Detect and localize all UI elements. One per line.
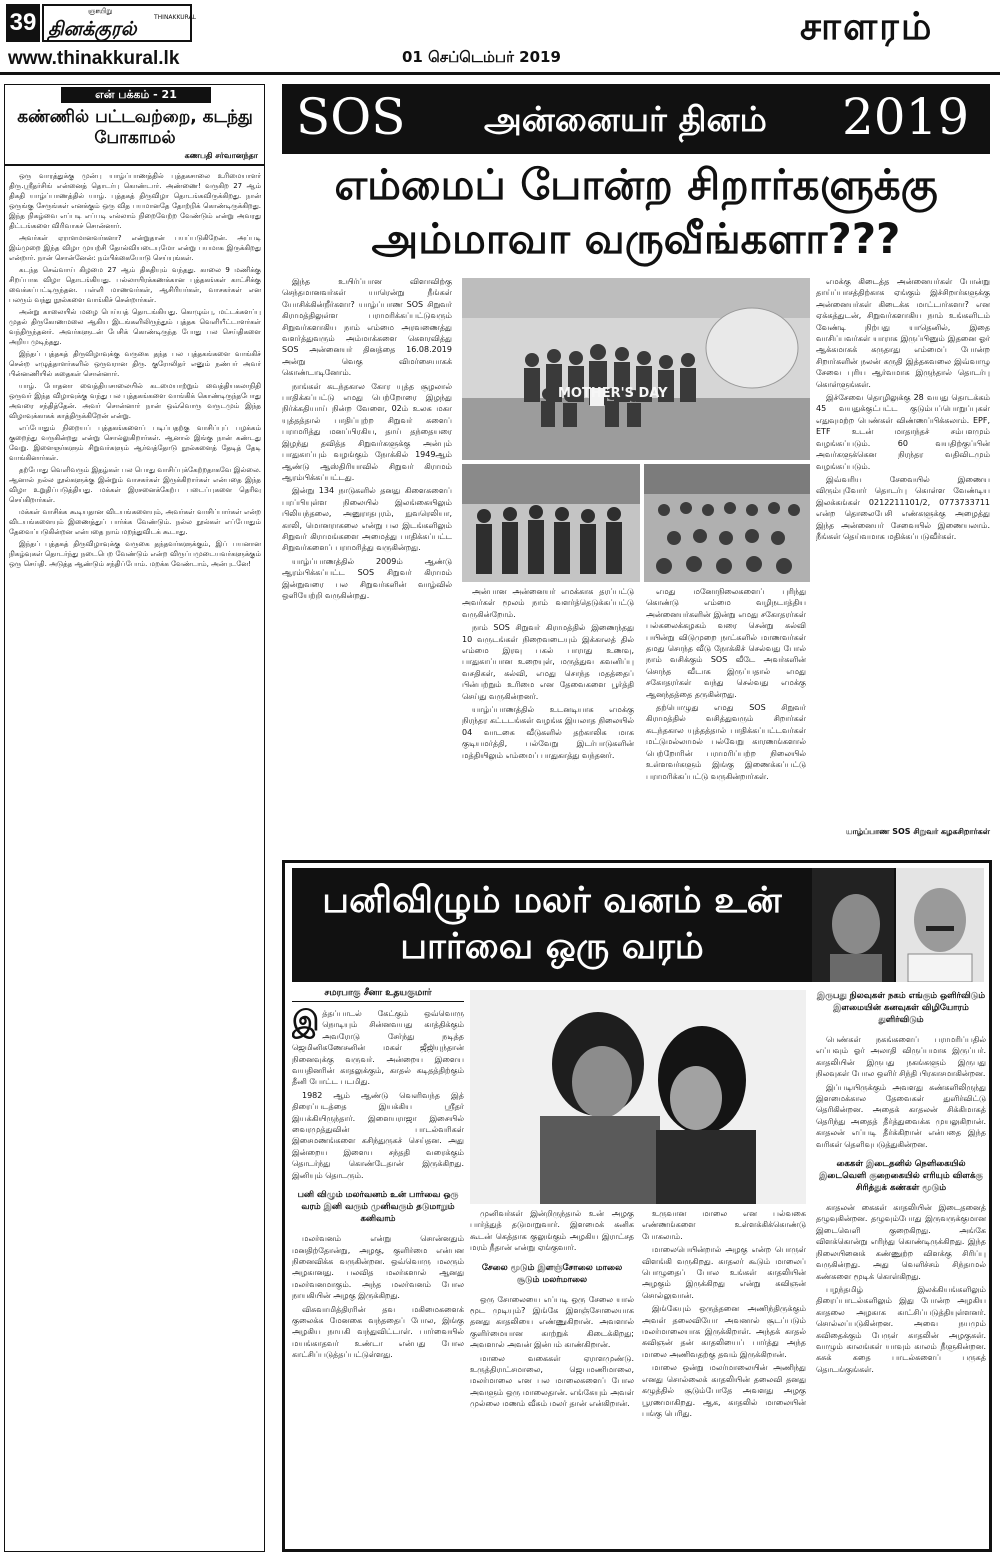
song-column-3 [642, 1208, 806, 1548]
paragraph: இந்த உயிர்ப்பான விளாவிற்கு செந்தமானவர்கள் யாரென்று நீங்கள் யோசிக்கின்றீர்களா? யாழ்ப்பாண SOS சிறுவர் கிராமத்திலுள்ள பராமரிக்கப்பட்டுவரும் சிறுவர்களாகிய நாம் எம்மை அரவணைத்து வளர்த்துவரும் அம்மாக்களை கௌரவித்து SOS அன்னையர் தினத்தை 16.08.2019 அன்று வெகு விமர்சையாகக் கொண்டாடினோம். [282, 277, 452, 378]
pull-quote: சேலை மூடும் இளஞ்சோலை மாலை சூடும் மலர்மாலை [481, 1262, 623, 1285]
paragraph: இந்தப் புத்தகத் திருவிழாவுக்கு வருகை தந்த பல புத்தகங்களை வாங்கிச் சென்ற எழுத்தாளர்களில் ஒருவரான திரு. குரோலிதர் எனும் நண்பர் அவர் பின்னணியில் கதைகள் சொன்னார். [9, 350, 261, 378]
portrait-illustration-1 [812, 868, 894, 982]
paragraph: யாழ்ப்பாணத்தில் உடனடியாக எமக்கு நிரந்தர கட்டடங்கள் வழங்க இயலாத நிலையில் 04 வாடகை வீடுகளில் தற்காலிக மாக குடியமர்த்தி, பல்வேறு இடர்பாடுகளின் மத்தியிலும் எம்மைப் பாதுகாத்து வந்தனர். [462, 705, 634, 760]
film-still-photo [470, 990, 806, 1204]
paragraph: தற்பொழுது எமது SOS சிறுவர் கிராமத்தில் வசித்துவரும் சிறார்கள் கடந்தகால யுத்தத்தால் பாதிக்கப்பட்டவர்கள் மட்டுமல்லாமல் பல்வேறு காரணங்களால் பெற்றோரின் பராமரிப்பற்ற நிலையில் உள்ளவர்களும் இங்கு இணைக்கப்பட்டு பராமரிக்கப்பட்டு வருகின்றார்கள். [646, 703, 806, 781]
paragraph: நாங்கள் கடந்தகால கோர யுத்த சூழலால் பாதிக்கப்பட்டு எமது பெற்றோரை இழந்து நிர்க்கதியாய் நின்ற வேளை, 02ம் உலக மகா யுத்தத்தால் பாதிப்புற்ற சிறுவர் களைப் பராமரித்து மனப்பிரகிய, தாய் தந்தையரை இழந்து தவித்த சிறுவர்களுக்கு அன்பும் பாதுகாப்பும் வழங்கும் நோக்கில் 1949ஆம் ஆண்டு ஆஸ்திரியாவில் சிறுவர் கிராமம் ஆரம்பிக்கப்பட்டது. [282, 381, 452, 482]
paragraph: முனிவர்கள் இன்றிருந்தால் உன் அழகு பார்த்துத் தடுமாறுவார். இளமைக் கனிக கூடன் கெத்தாக குலுங்கும் அழகிய இராட்சத மரம் நீதான் என்று ஏங்குவார். [470, 1209, 634, 1253]
paragraph: விசுவாமித்திரரின் தவ மகிமைகளைக் குலைக்க மேனகை வந்ததைப் போல, இங்கு அழகிய நாயகி வந்துவிட்டாள். பார்வையில் மயங்காதவர் உண்டா என்பது போல காட்சிப்படுத்தப்பட்டுள்ளது. [292, 1304, 464, 1360]
song-column-2 [470, 1208, 634, 1548]
mothers-day-group-photo [462, 278, 810, 460]
paragraph: ஒரு வாரத்துக்கு முன்பு யாழ்ப்பாணத்தில் புத்தகசாலை உரிமையாளர் திரு.ஸ்ரீதர்சிங் என்னைத் தொடர்பு கொண்டார். அண்ணை! வருகிற 27 ஆம் திகதி யாழ்ப்பாணத்தில் யாழ். புத்தகத் திருவிழா தொடங்கவிருக்கிறது. நான் ஒருங்கு சேருங்கள் எனக்கும் ஒரு வித பயமானதே தோற்றிக் கொண்டிருக்கிறது. இந்த நிகழ்வை எப்படி எப்படி எல்லாம் நிறைவேற்ற வேண்டும் என்று அவரது திட்டங்களை விரிவாகச் சொன்னார். [9, 172, 261, 230]
serial-label: என் பக்கம் - 21 [61, 87, 211, 103]
sos-column-2 [462, 586, 634, 856]
logo-kicker: ஞாயிறு [88, 7, 113, 15]
song-column-4 [816, 990, 986, 1546]
paragraph: காதலன் கைகள் காதலியின் இடைதனைத் தழுவுகின்றன. தழுவும்போது இருவருக்குமான இடைவெளி குறைகிறது. அங்கே விளக்கொன்று எரிந்து கொண்டிருக்கிறது. இந்த நிலையினைக் கண்ணுற்ற விளக்கு சிரிப்பு வருகின்றது. அது வெளிச்சம் சிந்தாமல் கண்களை மூடிக் கொள்கிறது. [816, 1203, 986, 1281]
paragraph: இப்படியிருக்கும் அவளது கண்களிலிருந்து இளமைக்கால தேவைகள் துளிர்விட்டு தெரிகின்றன. அதைக் காதலன் சிக்கிமாகத் தெரிந்து அதைத் தீர்த்துவைக்க முயலுகிறான். காதலன் எப்படி தீர்க்கிறான் என்பதை இந்த வரிகள் தெளிவுபடுத்துகின்றன. [816, 1082, 986, 1149]
paragraph: தற்போது வெளிவரும் இதழ்கள் பல பொது வாசிப்புக்கேற்றதாகவே இல்லை. ஆனால் நல்ல நூல்களுக்கு இன்றும் வாசகர்கள் இருக்கிறார்கள் என்பதை இந்த விழா உறுதிப்படுத்தியது. மக்கள் இரசனைக்கேற்ப படைப்புகளை தெரிவு செய்கிறார்கள். [9, 466, 261, 504]
left-article-body [9, 171, 261, 1549]
audience-photo [644, 464, 810, 582]
page-number: 39 [6, 4, 40, 42]
section-title: சாளரம் [800, 4, 934, 48]
paragraph: எமக்கு கிடைத்த அன்னையர்கள் போன்று தாய்ப்பாசத்திற்காக ஏங்கும் இச்சிறார்களுக்கு அன்னையர்கள் கிடைக்க மாட்டார்களா? என ஏக்கத்துடன், சிறுவர்களாகிய நாம் உங்களிடம் வேண்டி நிற்பது யாதெனில், இதை வாசிப்பவர்கள் யாராக இருப்பினும் இதனை ஓர் ஆக்கமாகக் கருதாது எம்மைப் போன்ற சிறார்களின் நலன் கருதி இத்தகவலை இவ்வாழு சேவை புரிய ஆர்வமாக இருந்தால் தொடர்பு கொள்ளுங்கள். [816, 277, 990, 389]
sos-headline: எம்மைப் போன்ற சிறார்களுக்கு அம்மாவா வருவீங்களா??? [334, 160, 938, 263]
lead-text: த்தப்பாடல் கேட்கும் ஒவ்வொரு நொடியும் சின்னவயது காத்திக்கும் அவரோடு சேர்ந்து நடித்த ஜெமினிகணேசனின் மகள் ஜீஜியுந்தான் நினைவுக்கு வருவர். அன்றைய இளைய வயதினரின் காதலுக்கும், காதல் கடிதத்திற்கும் தீனி போட்ட படமிது. [292, 1009, 464, 1087]
sos-signature: யாழ்ப்பாண SOS சிறுவர் கழகசிறார்கள் [845, 827, 990, 836]
pull-quote: கைகள் இடைதனில் நெளிகையில் இடைவெளி குறைகையில் எரியும் விளக்கு சிரித்துக் கண்கள் மூடும் [819, 1159, 983, 1194]
paragraph: இந்தப் புத்தகத் திருவிழாவுக்கு வருகை தந்தவர்களுக்கும், இப் பயனான நிகழ்வுகள் தொடர்ந்து நடைபெற வேண்டும் என்ற விருப்பமுடையவர்களுக்கும் ஒரு செய்தி. அடுத்த ஆண்டும் சந்திப்போம். மறக்க வேண்டாம், அன்புடனே! [9, 540, 261, 568]
paragraph: மலர்வனம் என்று சொன்னதும் மனதிற்தோன்று, அழகு, குளிர்மை என்பன நினைவிக்க வருகின்றன. ஒவ்வொரு மலரும் அழகானது. பலவித மலர்களால் ஆனது மலர்வனமாகும். அந்த மலர்வனம் போல நாயகியின் அழகு இருக்கிறது. [292, 1234, 464, 1301]
composer-portrait [812, 868, 894, 982]
paragraph: 1982 ஆம் ஆண்டு வெளிவந்த இத் திரைப்படத்தை இயக்கிய ஸ்ரீதர் இயக்கியிருந்தார். இளையராஜா இசையில் வைரமுத்துவின் பாடல்வரிகள் இசைமணங்களை கசிந்துருகச் செய்தன. அது இன்றைய இளைய சந்ததி வரைக்கும் தொடர்ந்து கொண்டேதான் இருக்கிறது. இனியும் தொடரும். [292, 1090, 464, 1180]
publication-date: 01 செப்டெம்பர் 2019 [402, 48, 561, 66]
mothers-photo-illustration [462, 464, 640, 582]
mothers-group-photo [462, 464, 640, 582]
paragraph: இச்சேவை தொழிலுக்கு 28 வயது தொடக்கம் 45 வயதுக்குட்பட்ட குடும்பப்பொறுப்புகள் எதுவுமற்ற பெண்கள் விண்ணப்பிக்கலாம். EPF, ETF உடன் மாதாந்தச் சம்பளமும் வழங்கப்படும். 60 வயதிற்குப்பின் அவர்களுக்கென நிரந்தர வதிவிடமும் வழங்கப்படும். [816, 393, 990, 471]
paragraph: எமது மனோநிலைகளைப் புரிந்து கொண்டு எம்மை வழிநடாத்திய அன்னையர்களின் இன்று எமது சகோதரர்கள் பல்கலைக்கழகம் வரை சென்று கல்வி பயின்று விடுமுறை நாட்களில் மாணவர்கள் தமது சொந்த வீடு நோக்கிச் செல்வது போல் நாம் வசிக்கும் SOS வீடே அவர்களின் சொந்த வீடாக இருப்பதால் எமது சகோதரர்கள் வந்து செல்வது எமக்கு ஆனந்தத்தை தருகின்றது. [646, 587, 806, 699]
masthead-rule [0, 72, 1000, 75]
paragraph: கடந்த செவ்வாய் கிழமை 27 ஆம் திகதியும் வந்தது. காலை 9 மணிக்கு சிறப்பாக விழா தொடங்கியது. பல்லாயிரக்கணக்கான புத்தகங்கள் காட்சிக்கு வைக்கப்பட்டிருந்தன. பள்ளி மாணவர்கள், ஆசிரியர்கள், வாசகர்கள் என பலரும் வந்து நூல்களை வாங்கிச் சென்றார்கள். [9, 266, 261, 304]
paragraph: யாழ்ப்பாணத்தில் 2009ம் ஆண்டு ஆரம்பிக்கப்பட்ட SOS சிறுவர் கிராமம் இன்றுவரை பல சிறுவர்களின் வாழ்வில் ஒளியேற்றி வருகின்றது. [282, 556, 452, 600]
paragraph: அன்று காலையில் மழை பெய்யத் தொடங்கியது. கொழும்பு, மட்டக்களப்பு முதல் திருகோணமலை ஆகிய இடங்களிலிருந்தும் புத்தக வெளியீட்டாளர்கள் வந்திருந்தனர். அவர்களுடன் பேசிக் கொண்டிருந்த போது பல செய்திகளை அறிய முடிந்தது. [9, 308, 261, 346]
film-still-illustration [470, 990, 806, 1204]
paragraph: இங்கேயும் ஒருத்தனை அணிந்திருக்கும் அவள் தலைவியோ அவனால் சூடப்படும் மலர்மாலையாக இருக்கிறாள். அந்தக் காதல் கவிஞன் தன் காதலியைப் பார்த்து அந்த மாலை அணிவதற்கு தவம் இருக்கிறான். [642, 1304, 806, 1359]
group-photo-illustration [462, 278, 810, 460]
left-column-article [4, 84, 265, 1552]
paragraph: பழந்தமிழ் இலக்கியங்களிலும் திரைப்பாடல்களிலும் இது போன்ற அழகிய காதலை அழகாக காட்சிப்படுத்தியுள்ளனர். சொல்லப்படுகின்றன. அவை நயமும் கவிதைக்கும் பேருள் காதலின் அழகுகள். வாழும் காலங்கள் யாவும் காலம் நீளுகின்றன. கசுக் கதை பாடல்களைப் பருகத் தொடங்குங்கள். [816, 1284, 986, 1374]
lead-paragraph [292, 1008, 464, 1088]
audience-photo-illustration [644, 464, 810, 582]
sos-column-4 [816, 276, 990, 846]
paragraph: இன்று 134 நாடுகளில் தனது கிளைகளைப் பரப்பியுள்ள நிலையில் இலங்கையிலும் பிலியந்தலை, அனுராதபுரம், நுவரெலியா, காலி, மொனராகலை என்று பல இடங்களிலும் சிறுவர் கிராமங்களை அமைத்து பாதிக்கப்பட்ட சிறுவர்களைப் பராமரித்து வருகின்றது. [282, 486, 452, 553]
sos-banner-year: 2019 [842, 88, 970, 146]
paragraph: மாலைபெயின்றால் அழகு என்ற பொருள் விளங்கி வருகிறது. காதலர் கூடும் மாலைப் பொழுதைப் போல உங்கள் காதலியின் அழகும் இருக்கிறது என்று கவிஞன் சொல்லுவான். [642, 1245, 806, 1300]
portrait-illustration-2 [896, 868, 984, 982]
logo-name: தினக்குரல் [48, 18, 137, 40]
song-article-byline: சமரபாகு சீனா உதயகுமார் [292, 988, 464, 1002]
pull-quote: இருபது நிலவுகள் நகம் எங்கும் ஒளிர்விடும் இளமையின் கனவுகள் விழியோரம் துளிர்விடும் [816, 991, 986, 1025]
newspaper-logo [42, 4, 197, 42]
lyricist-portrait [896, 868, 984, 982]
logo-tag: THINAKKURAL [154, 14, 197, 21]
site-url[interactable]: www.thinakkural.lk [8, 48, 180, 69]
paragraph: நாம் SOS சிறுவர் கிராமத்தில் இணைந்தது 10 வருடங்கள் நிறைவடையும் இக்காலத் தில் எம்மை இரவு பகல் பாராது உணவு, பாதுகாப்பான உறையுள், மருத்துவ கவனிப்பு வசதிகள், கல்வி, எமது சொந்த மதத்தைப் பின்பற்றும் உரிமை என தேவைகளை பூர்த்தி செய்து வருகின்றனர். [462, 623, 634, 701]
pull-quote: பனி விழும் மலர்வனம் உன் பார்வை ஒரு வரம் இனி வரும் முனிவரும் தடுமாறும் கனிவாம் [297, 1190, 459, 1225]
dropcap: இ [292, 1008, 320, 1037]
sos-column-1 [282, 276, 452, 856]
paragraph: யாழ். போதனா வைத்தியசாலையில் கடமையாற்றும் வைத்தியகலாநிதி ஒருவர் இந்த விழாவுக்கு வந்து பல புத்தகங்களை வாங்கிக் கொண்டிருந்தபோது அவரை சந்தித்தேன். அவர் சொன்னார் நான் ஒவ்வொரு வருடமும் இந்த விழாவுக்காகக் காத்திருக்கிறேன் என்று. [9, 382, 261, 420]
paragraph: எப்போதும் நிறையப் புத்தகங்களைப் படிப்பதற்கு வாசிப்புப் பழக்கம் குறைந்து வருகின்றது என்று சொல்லுகிறார்கள். ஆனால் இங்கு நான் கண்டது வேறு. இளைஞர்களும் சிறுவர்களும் ஆர்வத்தோடு நூல்களைத் தேடித் தேடி வாங்கினார்கள். [9, 424, 261, 462]
paragraph: அவர்கள் ஏராளமானவர்களா? என்றுதான் பயப்படுகிறேன். அப்படி இம்முறை இந்த விழா முயற்சி தோல்வியடையுமோ என்று பயமாக இருக்கிறது என்றார். நான் சொன்னேன்: நம்பிக்கையோடு செய்யுங்கள். [9, 234, 261, 262]
paragraph: அன்பான அன்னையர் எமக்காக தரப்பட்டு அவர்கள் மூலம் நாம் வளர்த்தெடுக்கப்பட்டு வருகின்றோம். [462, 587, 634, 619]
left-article-byline: கணபதி சர்வானந்தா [184, 151, 258, 160]
paragraph: மக்கள் வாசிக்க கூடியதான விடயங்களையும், அவர்கள் வாசிப்பார்கள் என்ற விடயங்களையும் இணைத்துப் பார்க்க வேண்டும். நல்ல நூல்கள் எப்போதும் தேவைப்படுகின்றன என்பதை நாம் மறந்துவிடக் கூடாது. [9, 508, 261, 536]
mothers-day-sign: MOTHER'S DAY [558, 386, 668, 401]
left-title-rule [5, 164, 264, 166]
paragraph: ஒரு சோலையை எப்படி ஒரு சேலை யால் மூட முடியும்? இங்கே இளஞ்சோலையாக தனது காதலியை எண்ணுகிறான். அவளால் குளிர்மையான காற்றுக் கிடைக்கிறது; அவளால் அவன் இன்பம் காண்கிறான். [470, 1294, 634, 1350]
song-column-1 [292, 1008, 464, 1548]
paragraph: உருவான மாலை என பல்வகை எண்ணங்களை உள்ளக்கிக்கொண்டு போகலாம். [642, 1209, 806, 1241]
left-article-title: கண்ணில் பட்டவற்றை, கடந்து போகாமல் [17, 107, 253, 148]
sos-banner-middle: அன்னையர் தினம் [484, 100, 767, 140]
sos-banner [282, 84, 990, 154]
sos-banner-left: SOS [296, 88, 406, 146]
paragraph: மாலை வகைகள் ஏராளமுண்டு. உருத்திராட்சமாலை, ஜெபமணிமாலை, மலர்மாலை என பல மாலைகளைப் போல அவளும் ஒரு மாலைதான். எங்கேயும் அவள் முல்லை மணம் வீசும் மலர் தான் என்கிறான். [470, 1353, 634, 1409]
paragraph: இவ்வரிய சேவையில் இணைய விரும்புவோர் தொடர்பு கொள்ள வேண்டிய இலக்கங்கள் 0212211101/2, 0773733711 என்ற தொலைபேசி எண்களுக்கு அழைத்து இந்த அன்னையர் சேவையில் இணையலாம். நீங்கள் தெய்வமாக மதிக்கப்படுவீர்கள். [816, 474, 990, 541]
song-title: பனிவிழும் மலர் வனம் உன் பார்வை ஒரு வரம் [322, 880, 782, 967]
paragraph: பெண்கள் நகங்களைப் பராமரிப்பதில் எப்பவும் ஓர் அலாதி விருப்பமாக இருப்பர். காதலியின் இருபது நகங்களும் இருபது நிலவுகள் போல ஒளிர் சிந்தி பிரகாசமாகின்றன. [816, 1035, 986, 1079]
paragraph: மாலை ஒன்று மலர்மாலையின் அணிந்து எனது சொல்லைக் காதலியின் தலைவி தனது கழுத்தில் சூடும்போதே அவளது அழகு பூரணமாகிறது. ஆக, காதலில் மாலையின் பங்கு பெரிது. [642, 1363, 806, 1418]
sos-column-3 [646, 586, 806, 856]
